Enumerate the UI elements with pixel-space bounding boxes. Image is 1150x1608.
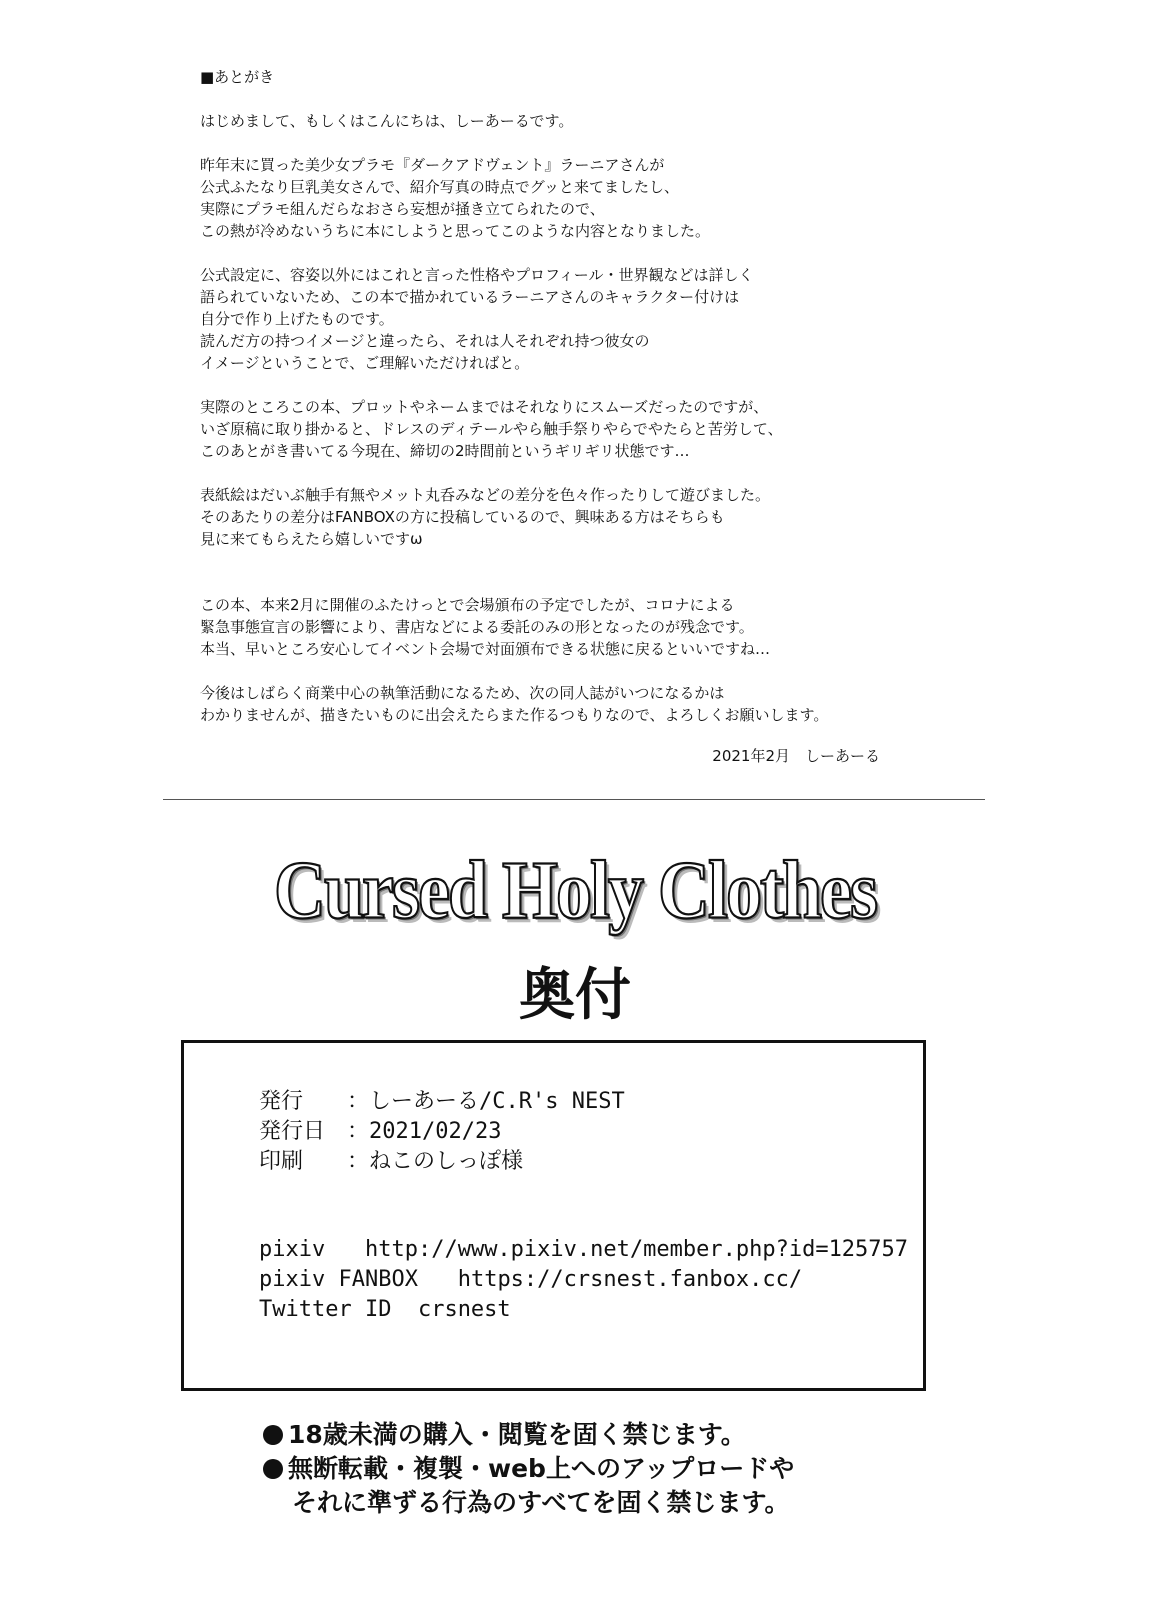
afterword-paragraph <box>200 396 960 462</box>
colophon-row-printer <box>259 1147 523 1177</box>
colophon-row-date <box>259 1117 501 1147</box>
afterword-line: 今後はしばらく商業中心の執筆活動になるため、次の同人誌がいつになるかは <box>200 684 725 702</box>
paragraph-gap <box>200 572 960 594</box>
link-row-fanbox <box>259 1265 802 1295</box>
afterword-line: 実際のところこの本、プロットやネームまではそれなりにスムーズだったのですが、 <box>200 398 769 416</box>
afterword-paragraph <box>200 682 960 726</box>
section-divider <box>163 799 985 800</box>
link-row-twitter <box>259 1295 511 1325</box>
afterword-line: 語られていないため、この本で描かれているラーニアさんのキャラクター付けは <box>200 288 740 306</box>
link-row-pixiv <box>259 1235 908 1265</box>
cover-title: Cursed Holy Clothes <box>273 843 877 936</box>
colophon-box <box>181 1040 926 1391</box>
bullet-icon <box>262 1452 288 1478</box>
link-label: pixiv <box>259 1237 326 1262</box>
colophon-row-publisher <box>259 1087 625 1117</box>
afterword-line: 公式ふたなり巨乳美女さんで、紹介写真の時点でグッと来てましたし、 <box>200 178 679 196</box>
afterword-line: 本当、早いところ安心してイベント会場で対面頒布できる状態に戻るといいですね… <box>200 640 771 658</box>
afterword-paragraph <box>200 154 960 242</box>
afterword-line: イメージということで、ご理解いただければと。 <box>200 354 530 372</box>
afterword-signature: 2021年2月 しーあーる <box>712 747 880 765</box>
colophon-value: ：しーあーる/C.R's NEST <box>347 1089 625 1114</box>
afterword-paragraph <box>200 264 960 374</box>
notice-text: それに準ずる行為のすべてを固く禁じます。 <box>292 1488 790 1517</box>
afterword-section <box>200 66 960 748</box>
afterword-line: そのあたりの差分はFANBOXの方に投稿しているので、興味ある方はそちらも <box>200 508 725 526</box>
afterword-line: この本、本来2月に開催のふたけっとで会場頒布の予定でしたが、コロナによる <box>200 596 735 614</box>
afterword-line: このあとがき書いてる今現在、締切の2時間前というギリギリ状態です… <box>200 442 690 460</box>
afterword-paragraph <box>200 110 960 132</box>
colophon-label: 発行日 <box>259 1119 326 1144</box>
afterword-line: 読んだ方の持つイメージと違ったら、それは人それぞれ持つ彼女の <box>200 332 650 350</box>
afterword-line: 表紙絵はだいぶ触手有無やメット丸呑みなどの差分を色々作ったりして遊びました。 <box>200 486 771 504</box>
afterword-line: 昨年末に買った美少女プラモ『ダークアドヴェント』ラーニアさんが <box>200 156 665 174</box>
notice-line <box>262 1486 790 1520</box>
fanbox-url-link[interactable]: https://crsnest.fanbox.cc/ <box>457 1267 803 1292</box>
link-label: pixiv FANBOX <box>259 1267 418 1292</box>
pixiv-url-link[interactable]: http://www.pixiv.net/member.php?id=125757 <box>364 1237 909 1262</box>
afterword-line: 見に来てもらえたら嬉しいですω <box>200 530 423 548</box>
afterword-line: 公式設定に、容姿以外にはこれと言った性格やプロフィール・世界観などは詳しく <box>200 266 754 284</box>
colophon-value: ：ねこのしっぽ様 <box>347 1149 524 1174</box>
notice-text: 18歳未満の購入・閲覧を固く禁じます。 <box>288 1420 746 1449</box>
bullet-icon <box>262 1418 288 1444</box>
afterword-line: この熱が冷めないうちに本にしようと思ってこのような内容となりました。 <box>200 222 711 240</box>
afterword-heading: ■あとがき <box>200 68 275 86</box>
afterword-line: 自分で作り上げたものです。 <box>200 310 394 328</box>
twitter-id: crsnest <box>417 1297 511 1322</box>
colophon-label: 印刷 <box>259 1149 304 1174</box>
notice-line <box>262 1418 746 1452</box>
afterword-paragraph <box>200 594 960 660</box>
afterword-line: はじめまして、もしくはこんにちは、しーあーるです。 <box>200 112 574 130</box>
colophon-value: ：2021/02/23 <box>347 1119 502 1144</box>
notice-text: 無断転載・複製・web上へのアップロードや <box>288 1454 795 1483</box>
link-label: Twitter ID <box>259 1297 392 1322</box>
afterword-paragraph <box>200 484 960 550</box>
afterword-line: いざ原稿に取り掛かると、ドレスのディテールやら触手祭りやらでやたらと苦労して、 <box>200 420 783 438</box>
afterword-line: 緊急事態宣言の影響により、書店などによる委託のみの形となったのが残念です。 <box>200 618 754 636</box>
afterword-line: わかりませんが、描きたいものに出会えたらまた作るつもりなので、よろしくお願いします。 <box>200 706 829 724</box>
colophon-heading: 奥付 <box>519 962 631 1028</box>
notice-line <box>262 1452 794 1486</box>
colophon-label: 発行 <box>259 1089 304 1114</box>
afterword-line: 実際にプラモ組んだらなおさら妄想が掻き立てられたので、 <box>200 200 605 218</box>
